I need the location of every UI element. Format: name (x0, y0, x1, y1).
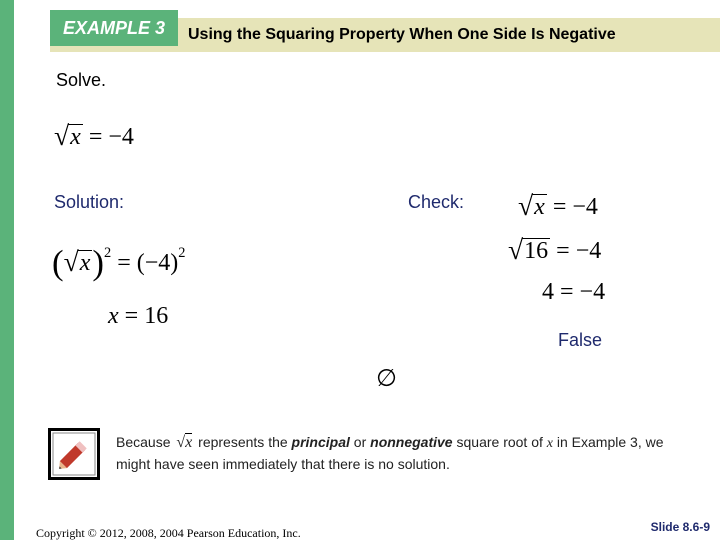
slide-number: Slide 8.6-9 (650, 520, 710, 534)
check-result: False (558, 330, 603, 350)
example-label: EXAMPLE 3 (50, 10, 178, 46)
empty-set-answer: ∅ (376, 364, 397, 392)
left-accent-bar (0, 0, 14, 540)
solve-prompt: Solve. (56, 70, 107, 90)
solution-step-2: x = 16 (108, 303, 169, 329)
sqrt-expression: √x (54, 120, 81, 151)
inline-sqrt: √x (176, 434, 193, 451)
main-equation (54, 122, 134, 150)
page-title: Using the Squaring Property When One Side Is Negative (188, 26, 616, 43)
solution-step-1: $(√x)^2 = (-4)^2$ (52, 243, 186, 283)
check-line-1: √x = −4 (518, 190, 598, 221)
check-line-2: √16 = −4 (508, 234, 602, 265)
check-line-3: 4 = −4 (542, 279, 606, 305)
solution-label: Solution: (54, 192, 125, 212)
equation-rhs: = −4 (88, 123, 134, 150)
check-label: Check: (408, 192, 465, 212)
pencil-icon (48, 428, 100, 480)
note-paragraph: Because √x represents the principal or nonnegative square root of x in Example 3, we might have seen immediately that there is no solution. (116, 434, 664, 472)
copyright: Copyright © 2012, 2008, 2004 Pearson Education, Inc. (36, 526, 301, 540)
